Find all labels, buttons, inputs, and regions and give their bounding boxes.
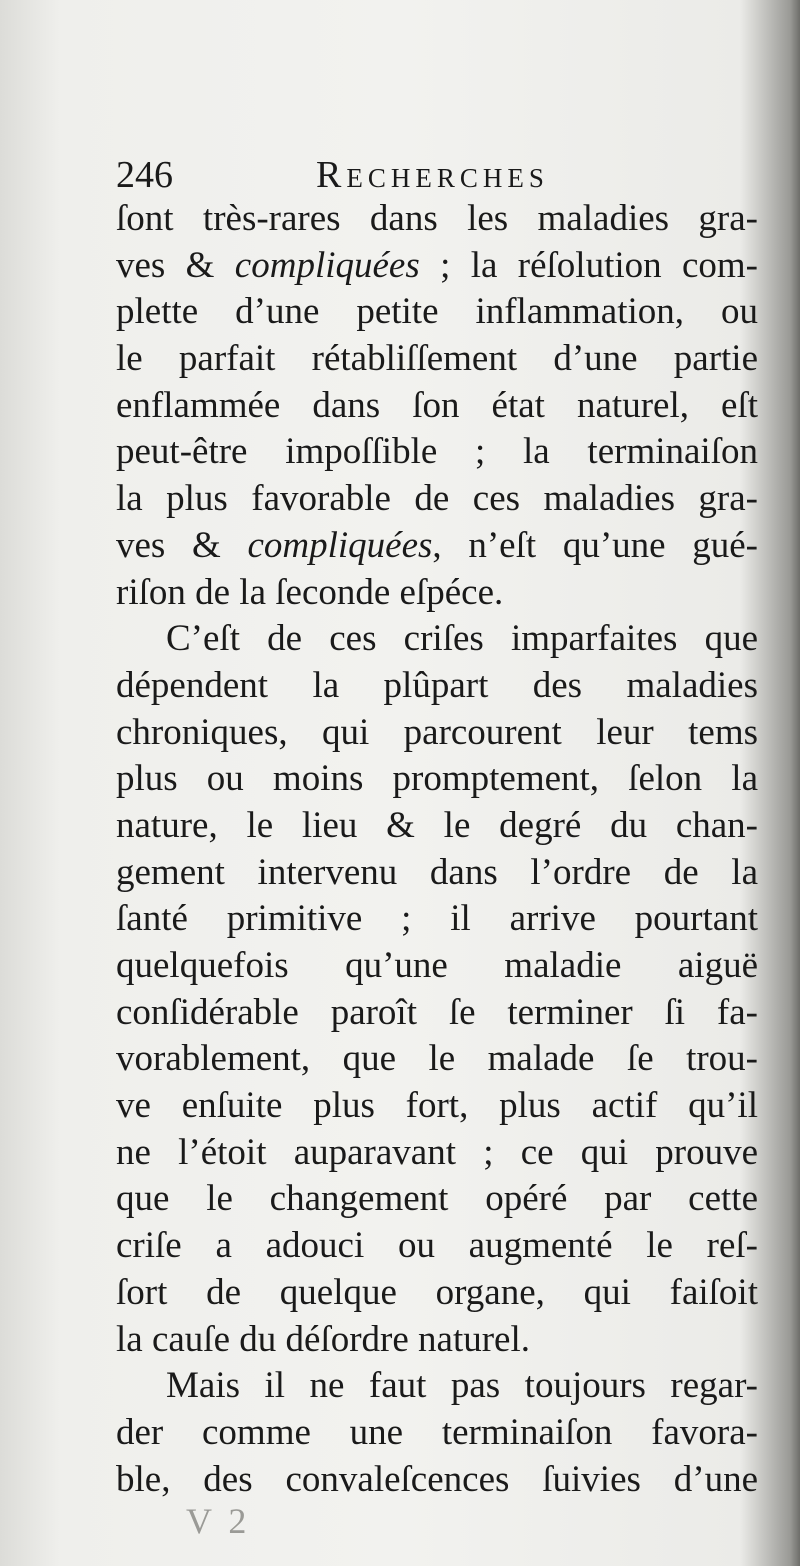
text-line: plus ou moins promptement, ſelon la (116, 758, 758, 800)
text-line: criſe a adouci ou augmenté le reſ- (116, 1225, 758, 1267)
text-line: peut-être impoſſible ; la terminaiſon (116, 431, 758, 473)
text-line: gement intervenu dans l’ordre de la (116, 851, 758, 893)
text-line: der comme une terminaiſon favora- (116, 1411, 758, 1453)
text-line: ve enſuite plus fort, plus actif qu’il (116, 1085, 758, 1127)
text-line: C’eſt de ces criſes imparfaites que (166, 618, 758, 660)
text-line: ſanté primitive ; il arrive pourtant (116, 898, 758, 940)
text-line: ſort de quelque organe, qui faiſoit (116, 1271, 758, 1313)
signature-mark: V 2 (186, 1501, 251, 1541)
page-header (116, 150, 756, 200)
page-number: 246 (116, 154, 173, 196)
text-line: conſidérable paroît ſe terminer ſi fa- (116, 991, 758, 1033)
text-line: que le changement opéré par cette (116, 1178, 758, 1220)
text-line: dépendent la plûpart des maladies (116, 664, 758, 706)
text-line: ble, des convaleſcences ſuivies d’une (116, 1458, 758, 1500)
body-text (116, 196, 758, 1503)
text-line: ſont très-rares dans les maladies gra- (116, 198, 758, 239)
italic-word: compliquées (234, 244, 420, 286)
running-title: Recherches (316, 154, 549, 196)
text-line: riſon de la ſeconde eſpéce. (116, 571, 504, 613)
text-line: la cauſe du déſordre naturel. (116, 1318, 530, 1360)
text-line: plette d’une petite inflammation, ou (116, 291, 758, 333)
text-line: nature, le lieu & le degré du chan- (116, 804, 758, 846)
text-line: vorablement, que le malade ſe trou- (116, 1038, 758, 1080)
text-line: Mais il ne faut pas toujours regar- (166, 1365, 758, 1407)
text-line: la plus favorable de ces maladies gra- (116, 478, 758, 520)
text-line: quelquefois qu’une maladie aiguë (116, 945, 758, 986)
text-line: chroniques, qui parcourent leur tems (116, 711, 758, 753)
italic-word: compliquées (247, 524, 433, 566)
text-line: ves & compliquées, n’eſt qu’une gué- (116, 524, 758, 566)
text-line: le parfait rétabliſſement d’une partie (116, 338, 758, 380)
text-line: enflammée dans ſon état naturel, eſt (116, 384, 758, 426)
text-line: ne l’étoit auparavant ; ce qui prouve (116, 1131, 758, 1173)
text-line: ves & compliquées ; la réſolution com- (116, 244, 758, 286)
